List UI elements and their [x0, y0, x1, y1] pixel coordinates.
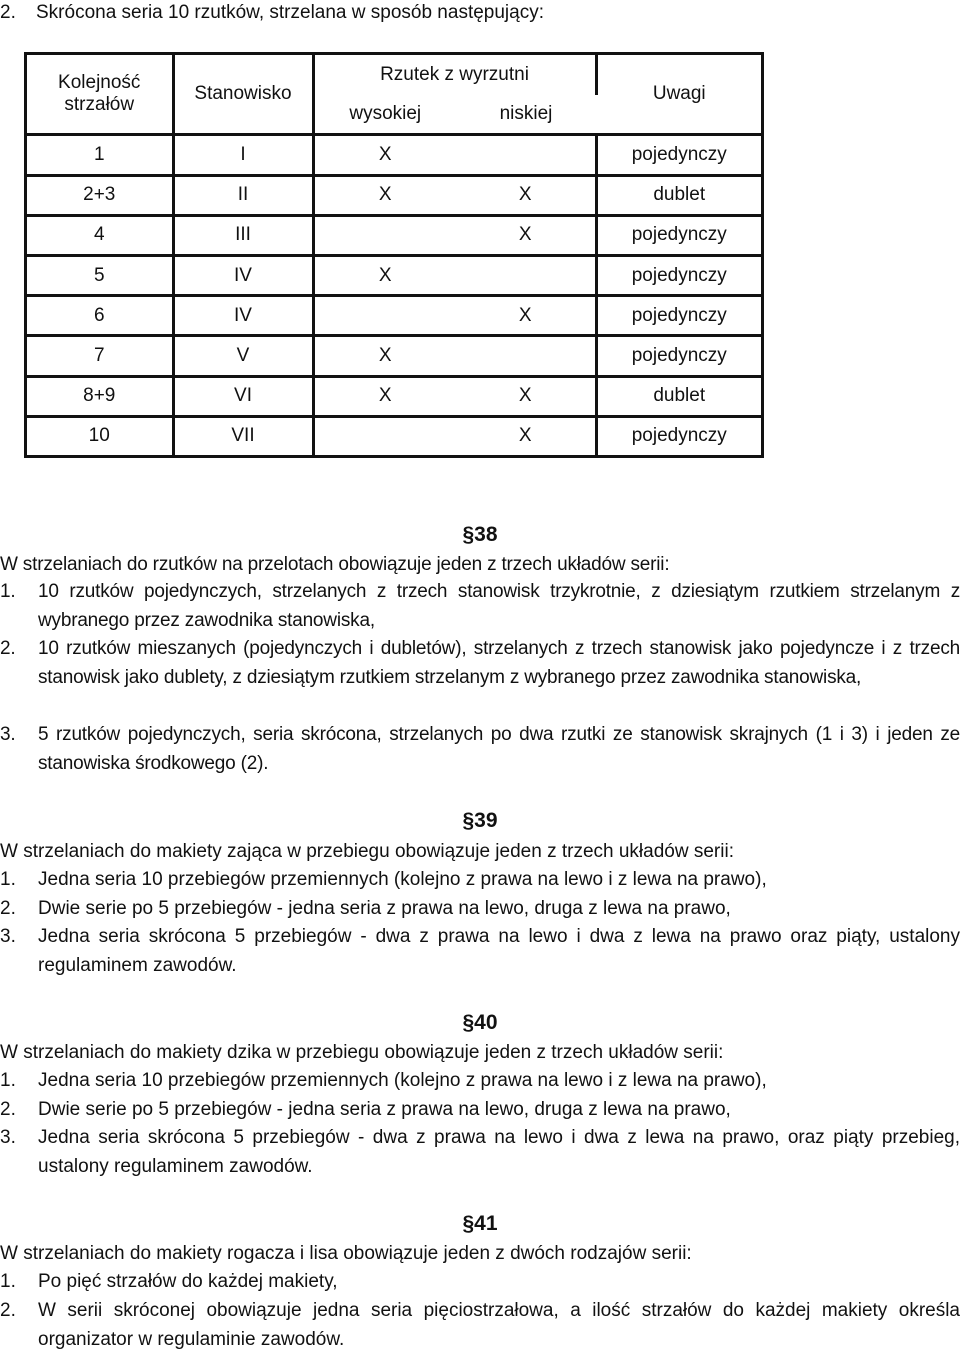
cell-notes: dublet	[596, 376, 761, 416]
cell-notes: pojedynczy	[596, 296, 761, 336]
cell-high: X	[313, 175, 456, 215]
cell-high	[313, 296, 456, 336]
table-row	[27, 296, 761, 336]
cell-high: X	[313, 135, 456, 175]
table-row	[27, 376, 761, 416]
cell-order: 10	[27, 416, 173, 455]
cell-station: II	[173, 175, 313, 215]
item-text: Dwie serie po 5 przebiegów - jedna seria z prawa na lewo, druga z lewa na prawo,	[38, 898, 731, 919]
header-throw-group: Rzutek z wyrzutni	[313, 55, 596, 95]
table-row	[27, 175, 761, 215]
item-text: Jedna seria 10 przebiegów przemiennych (kolejno z prawa na lewo i z lewa na prawo),	[38, 1070, 767, 1091]
table-row	[27, 215, 761, 255]
cell-notes: dublet	[596, 175, 761, 215]
item-number: 2.	[0, 1300, 16, 1321]
cell-low	[456, 336, 596, 376]
cell-order: 6	[27, 296, 173, 336]
cell-station: VI	[173, 376, 313, 416]
cell-notes: pojedynczy	[596, 135, 761, 175]
cell-order: 1	[27, 135, 173, 175]
section-title-41: §41	[462, 1212, 498, 1235]
cell-low: X	[456, 175, 596, 215]
cell-order: 4	[27, 215, 173, 255]
section-lead: W strzelaniach do makiety dzika w przebiegu obowiązuje jeden z trzech układów serii:	[0, 1042, 724, 1063]
table-row	[27, 255, 761, 295]
cell-order: 7	[27, 336, 173, 376]
list-item	[0, 1124, 960, 1181]
header-notes: Uwagi	[596, 55, 761, 135]
item-text: 10 rzutków mieszanych (pojedynczych i dubletów), strzelanych z trzech stanowisk jako pojedyncze i z trzech stanowisk jako dublety, z dziesiątym rzutkiem strzelanym z wybranego przez zawodnika stanowiska,	[38, 638, 960, 688]
item-text: 10 rzutków pojedynczych, strzelanych z trzech stanowisk trzykrotnie, z dziesiątym rzutkiem strzelanym z wybranego przez zawodnika stanowiska,	[38, 581, 960, 631]
list-item	[0, 1297, 960, 1354]
cell-low	[456, 135, 596, 175]
table-row	[27, 135, 761, 175]
list-item	[0, 866, 960, 895]
cell-high	[313, 215, 456, 255]
cell-notes: pojedynczy	[596, 215, 761, 255]
header-high: wysokiej	[313, 95, 456, 135]
list-item	[0, 1067, 960, 1096]
item-text: Jedna seria skrócona 5 przebiegów - dwa z prawa na lewo i dwa z lewa na prawo oraz piąty, ustalony regulaminem zawodów.	[38, 926, 960, 976]
item-number: 1.	[0, 869, 16, 890]
cell-low: X	[456, 376, 596, 416]
cell-high	[313, 416, 456, 455]
item-number: 2.	[0, 1099, 16, 1120]
list-item	[0, 895, 960, 924]
cell-notes: pojedynczy	[596, 255, 761, 295]
table-row	[27, 416, 761, 455]
cell-station: III	[173, 215, 313, 255]
list-item	[0, 578, 960, 635]
cell-low: X	[456, 296, 596, 336]
item-number: 2.	[0, 638, 16, 659]
cell-station: I	[173, 135, 313, 175]
cell-station: V	[173, 336, 313, 376]
item-number: 3.	[0, 724, 16, 745]
series-table	[24, 52, 764, 458]
item-number: 3.	[0, 926, 16, 947]
list-item	[0, 1268, 960, 1297]
cell-notes: pojedynczy	[596, 336, 761, 376]
intro-number: 2.	[0, 2, 16, 23]
item-text: W serii skróconej obowiązuje jedna seria pięciostrzałowa, a ilość strzałów do każdej makiety określa organizator w regulaminie zawodów.	[38, 1300, 960, 1350]
item-number: 1.	[0, 1070, 16, 1091]
item-text: Jedna seria 10 przebiegów przemiennych (kolejno z prawa na lewo i z lewa na prawo),	[38, 869, 767, 890]
cell-station: IV	[173, 296, 313, 336]
list-item	[0, 1096, 960, 1125]
cell-low: X	[456, 416, 596, 455]
cell-order: 5	[27, 255, 173, 295]
cell-low: X	[456, 215, 596, 255]
item-text: 5 rzutków pojedynczych, seria skrócona, strzelanych po dwa rzutki ze stanowisk skrajnych (1 i 3) i jeden ze stanowiska środkowego (2).	[38, 724, 960, 774]
list-item	[0, 635, 960, 692]
item-number: 1.	[0, 1271, 16, 1292]
intro-text: Skrócona seria 10 rzutków, strzelana w sposób następujący:	[36, 2, 544, 23]
cell-notes: pojedynczy	[631, 425, 727, 447]
cell-station: IV	[173, 255, 313, 295]
list-item	[0, 721, 960, 778]
item-text: Po pięć strzałów do każdej makiety,	[38, 1271, 338, 1292]
item-number: 3.	[0, 1127, 16, 1148]
cell-high: X	[313, 255, 456, 295]
section-lead: W strzelaniach do makiety zająca w przebiegu obowiązuje jeden z trzech układów serii:	[0, 841, 734, 862]
cell-low	[456, 255, 596, 295]
cell-high: X	[313, 336, 456, 376]
cell-order: 2+3	[27, 175, 173, 215]
header-low: niskiej	[456, 95, 596, 135]
cell-order: 8+9	[27, 376, 173, 416]
cell-high: X	[313, 376, 456, 416]
header-order: Kolejność strzałów	[27, 55, 173, 135]
section-title-38: §38	[462, 523, 498, 546]
item-text: Jedna seria skrócona 5 przebiegów - dwa z prawa na lewo i dwa z lewa na prawo, oraz piąty przebieg, ustalony regulaminem zawodów.	[38, 1127, 960, 1177]
header-station: Stanowisko	[173, 55, 313, 135]
intro-line	[0, 0, 544, 26]
cell-station: VII	[173, 416, 313, 455]
section-lead: W strzelaniach do makiety rogacza i lisa obowiązuje jeden z dwóch rodzajów serii:	[0, 1243, 692, 1264]
table-row	[27, 336, 761, 376]
item-text: Dwie serie po 5 przebiegów - jedna seria z prawa na lewo, druga z lewa na prawo,	[38, 1099, 731, 1120]
item-number: 2.	[0, 898, 16, 919]
section-title-40: §40	[462, 1011, 498, 1034]
list-item	[0, 923, 960, 980]
section-lead: W strzelaniach do rzutków na przelotach obowiązuje jeden z trzech układów serii:	[0, 554, 670, 575]
item-number: 1.	[0, 581, 16, 602]
section-title-39: §39	[462, 809, 498, 832]
